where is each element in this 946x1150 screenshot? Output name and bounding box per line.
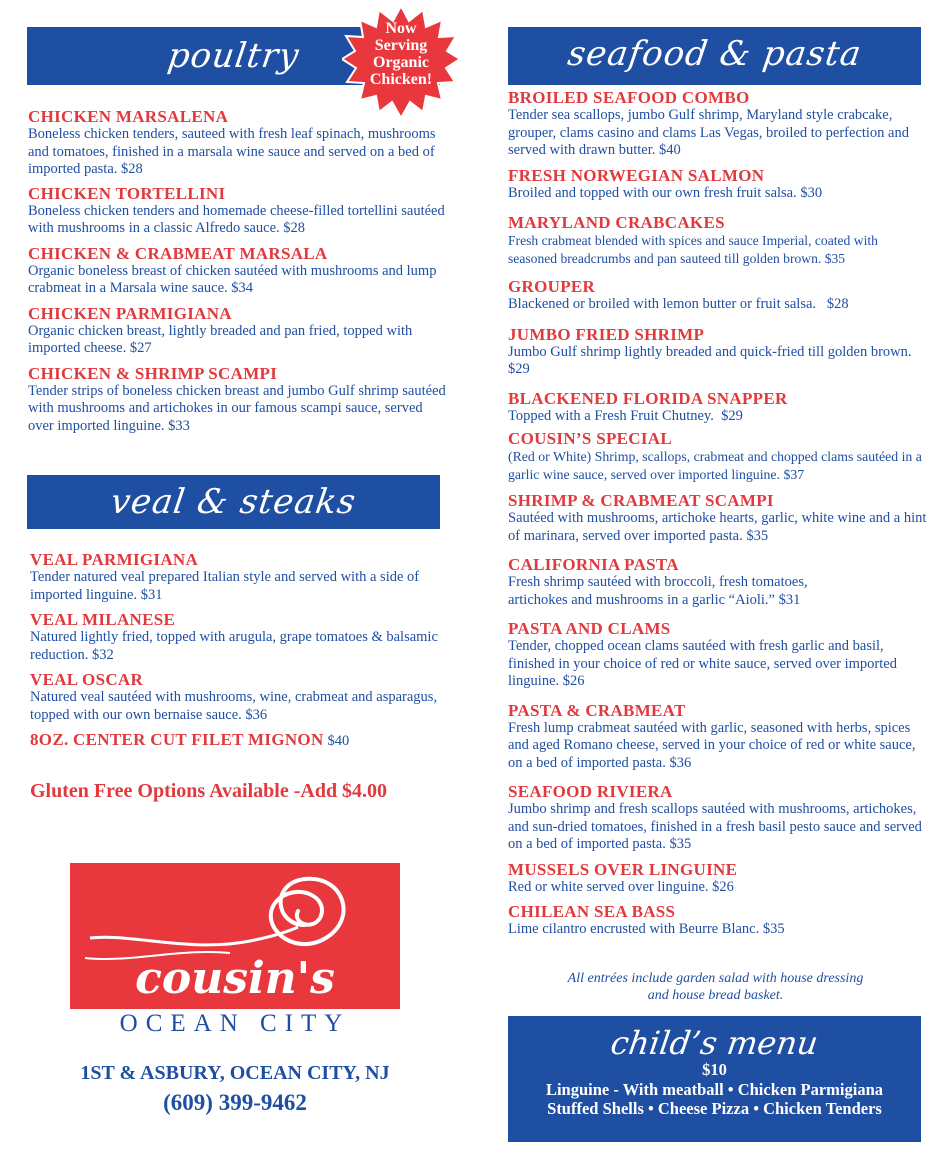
veal-banner xyxy=(27,475,440,529)
item-name: CHICKEN PARMIGIANA xyxy=(28,303,232,323)
item-name: PASTA & CRABMEAT xyxy=(508,700,686,720)
menu-item xyxy=(508,88,928,160)
badge-line: Chicken! xyxy=(369,71,433,88)
item-name: CHILEAN SEA BASS xyxy=(508,902,676,921)
item-name: FRESH NORWEGIAN SALMON xyxy=(508,165,765,185)
child-menu-items: Stuffed Shells • Cheese Pizza • Chicken Tenders xyxy=(547,1099,882,1118)
item-desc: Topped with a Fresh Fruit Chutney. $29 xyxy=(508,407,743,424)
menu-item xyxy=(508,166,928,203)
logo-place: OCEAN CITY xyxy=(119,1010,351,1037)
item-name: BLACKENED FLORIDA SNAPPER xyxy=(508,388,788,408)
menu-item xyxy=(508,277,928,314)
item-desc: (Red or White) Shrimp, scallops, crabmeat and chopped clams sautéed in a garlic wine sauce, served over imported linguine. $37 xyxy=(508,449,922,482)
menu-item xyxy=(30,610,440,664)
item-name: COUSIN’S SPECIAL xyxy=(508,429,672,448)
item-desc: Tender strips of boneless chicken breast and jumbo Gulf shrimp sautéed with mushrooms and artichokes in our famous scampi sauce, served over imported linguine. $33 xyxy=(28,382,446,434)
child-menu-price: $10 xyxy=(702,1060,727,1079)
item-desc: Organic chicken breast, lightly breaded and pan fried, topped with imported cheese. $27 xyxy=(28,322,413,356)
item-name: MUSSELS OVER LINGUINE xyxy=(508,859,738,879)
item-desc: Jumbo Gulf shrimp lightly breaded and quick-fried till golden brown. $29 xyxy=(508,343,912,377)
menu-item xyxy=(28,304,448,358)
menu-item xyxy=(508,325,928,379)
item-desc: Fresh crabmeat blended with spices and sauce Imperial, coated with seasoned breadcrumbs and pan sauteed till golden brown. $35 xyxy=(508,233,878,266)
entree-note xyxy=(508,970,923,1004)
item-name: BROILED SEAFOOD COMBO xyxy=(508,88,750,107)
item-name: CALIFORNIA PASTA xyxy=(508,555,679,574)
item-name: MARYLAND CRABCAKES xyxy=(508,213,725,232)
spiral-logo-icon xyxy=(70,863,400,1009)
logo-script-text: cousin's xyxy=(135,953,335,1004)
item-name: SHRIMP & CRABMEAT SCAMPI xyxy=(508,491,774,510)
menu-item xyxy=(508,902,928,939)
menu-item xyxy=(28,364,448,436)
item-name: VEAL OSCAR xyxy=(30,670,144,689)
badge-line: Serving xyxy=(374,37,428,54)
veal-list xyxy=(30,550,440,750)
organic-badge-text xyxy=(342,20,460,88)
gluten-free-note: Gluten Free Options Available -Add $4.00 xyxy=(30,780,388,802)
note-line: All entrées include garden salad with house dressing xyxy=(567,971,864,986)
item-desc: Boneless chicken tenders and homemade cheese-filled tortellini sautéed with mushrooms in a classic Alfredo sauce. $28 xyxy=(28,202,445,236)
item-desc: Tender natured veal prepared Italian style and served with a side of imported linguine. $31 xyxy=(30,569,420,603)
menu-item xyxy=(508,491,928,545)
item-desc: Fresh shrimp sautéed with broccoli, fresh tomatoes, artichokes and mushrooms in a garlic “Aioli.” $31 xyxy=(508,574,808,608)
item-desc: Jumbo shrimp and fresh scallops sautéed with mushrooms, artichokes, and sun-dried tomatoes, finished in a fresh basil pesto sauce and served on a bed of imported pasta. $35 xyxy=(508,801,922,852)
menu-item xyxy=(508,701,928,773)
item-name: CHICKEN TORTELLINI xyxy=(28,183,226,203)
poultry-title: poultry xyxy=(165,36,302,76)
child-menu-items: Linguine - With meatball • Chicken Parmigiana xyxy=(545,1079,884,1099)
item-desc: Broiled and topped with our own fresh fruit salsa. $30 xyxy=(508,184,823,201)
item-name: SEAFOOD RIVIERA xyxy=(508,782,673,801)
item-desc: Organic boneless breast of chicken sautéed with mushrooms and lump crabmeat in a Marsala wine sauce. $34 xyxy=(28,262,437,296)
item-name: GROUPER xyxy=(508,277,596,296)
menu-item xyxy=(30,670,440,724)
seafood-list xyxy=(508,88,928,939)
item-name: CHICKEN & CRABMEAT MARSALA xyxy=(28,243,328,263)
badge-line: Organic xyxy=(373,54,429,71)
menu-item xyxy=(508,619,928,691)
menu-item xyxy=(508,213,928,267)
menu-item xyxy=(508,782,928,854)
street-address: 1ST & ASBURY, OCEAN CITY, NJ xyxy=(80,1062,390,1084)
item-name: CHICKEN & SHRIMP SCAMPI xyxy=(28,363,278,383)
item-desc: Lime cilantro encrusted with Beurre Blanc. $35 xyxy=(508,921,785,937)
note-line: and house bread basket. xyxy=(647,988,784,1003)
menu-item xyxy=(508,389,928,426)
menu-item xyxy=(30,550,440,604)
item-price: $40 xyxy=(327,733,350,749)
address-block xyxy=(30,1058,440,1118)
menu-item xyxy=(30,730,440,750)
menu-item xyxy=(508,429,928,483)
child-menu-box xyxy=(508,1016,921,1142)
badge-line: Now xyxy=(385,20,417,37)
item-desc: Boneless chicken tenders, sauteed with fresh leaf spinach, mushrooms and tomatoes, finished in a marsala wine sauce and served on a bed of imported pasta. $28 xyxy=(28,126,436,177)
menu-item xyxy=(28,244,448,298)
item-name: VEAL MILANESE xyxy=(30,610,176,629)
seafood-title: seafood & pasta xyxy=(564,34,865,74)
seafood-banner xyxy=(508,27,921,85)
item-name: VEAL PARMIGIANA xyxy=(30,550,199,569)
item-desc: Blackened or broiled with lemon butter or fruit salsa. $28 xyxy=(508,296,849,312)
menu-item xyxy=(28,107,448,179)
item-desc: Tender, chopped ocean clams sautéed with fresh garlic and basil, finished in your choice of red or white sauce, served over imported linguine. $26 xyxy=(508,638,897,689)
item-name: JUMBO FRIED SHRIMP xyxy=(508,324,705,344)
cousins-logo xyxy=(70,863,400,1009)
veal-title: veal & steaks xyxy=(108,482,359,522)
item-desc: Fresh lump crabmeat sautéed with garlic, seasoned with herbs, spices and aged Romano cheese, served in your choice of red or white sauce, on a bed of imported pasta. $36 xyxy=(508,719,916,771)
menu-item xyxy=(508,860,928,897)
menu-item xyxy=(28,184,448,238)
child-menu-title: child’s menu xyxy=(608,1024,821,1062)
item-desc: Tender sea scallops, jumbo Gulf shrimp, Maryland style crabcake, grouper, clams casino and clams Las Vegas, broiled to perfection and served with drawn butter. $40 xyxy=(508,107,909,158)
item-name: 8OZ. CENTER CUT FILET MIGNON xyxy=(30,730,324,749)
poultry-list xyxy=(28,107,448,435)
item-name: CHICKEN MARSALENA xyxy=(28,107,229,126)
item-name: PASTA AND CLAMS xyxy=(508,619,671,638)
item-desc: Natured veal sautéed with mushrooms, wine, crabmeat and asparagus, topped with our own bernaise sauce. $36 xyxy=(30,689,438,723)
item-desc: Red or white served over linguine. $26 xyxy=(508,878,734,895)
menu-item xyxy=(508,555,928,609)
item-desc: Sautéed with mushrooms, artichoke hearts, garlic, white wine and a hint of marinara, served over imported pasta. $35 xyxy=(508,510,927,544)
item-desc: Natured lightly fried, topped with arugula, grape tomatoes & balsamic reduction. $32 xyxy=(30,629,438,663)
phone-number: (609) 399-9462 xyxy=(163,1090,307,1115)
